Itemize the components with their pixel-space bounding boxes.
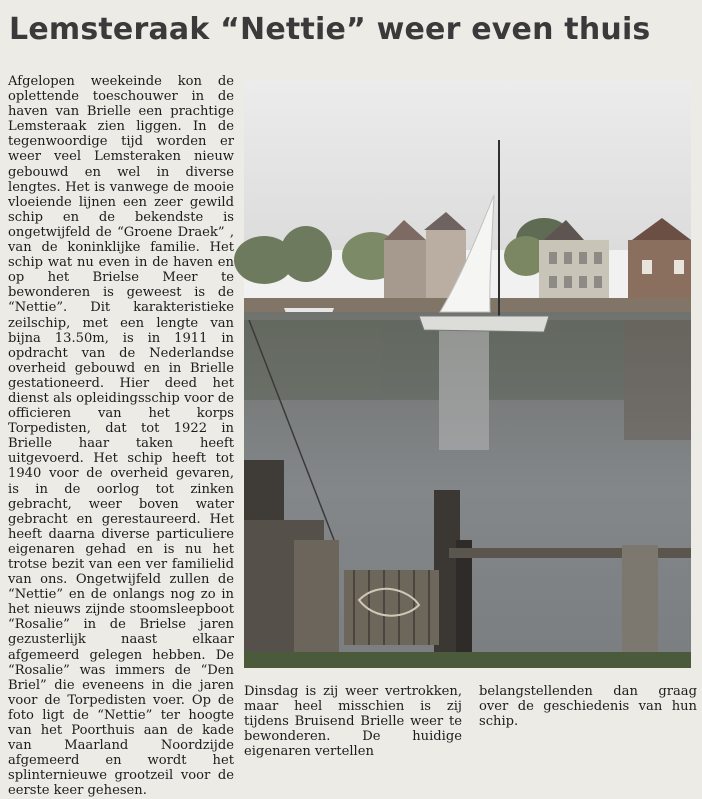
article-headline: Lemsteraak “Nettie” weer even thuis: [9, 12, 651, 47]
article-body-left-column: Afgelopen weekeinde kon de oplettende toeschouwer in de haven van Brielle een prachtige Lemsteraak zien liggen. In de tegenwoordige tijd worden er weer veel Lemsteraken nieuw gebouwd en wel in diverse lengtes. Het is vanwege de mooie vloeiende lijnen een zeer gewild schip en de bekendste is ongetwijfeld de “Groene Draek” , van de koninklijke familie. Het schip wat nu even in de haven en op het Brielse Meer te bewonderen is geweest is de “Nettie”. Dit karakteristieke zeilschip, met een lengte van bijna 13.50m, is in 1911 in opdracht van de Nederlandse overheid gebouwd en in Brielle gestationeerd. Hier deed het dienst als opleidingsschip voor de officieren van het korps Torpedisten, dat tot 1922 in Brielle haar taken heeft uitgevoerd. Het schip heeft tot 1940 voor de overheid gevaren, is in de oorlog tot zinken gebracht, weer boven water gebracht en gerestaureerd. Het heeft daarna diverse particuliere eigenaren gehad en is nu het trotse bezit van een ver familielid van ons. Ongetwijfeld zullen de “Nettie” en de onlangs nog zo in het nieuws zijnde stoomsleepboot “Rosalie” in de Brielse jaren gezusterlijk naast elkaar afgemeerd gelegen hebben. De “Rosalie” was immers de “Den Briel” die eveneens in die jaren voor de Torpedisten voer. Op de foto ligt de “Nettie” ter hoogte van het Poorthuis aan de kade van Maarland Noordzijde afgemeerd en wordt het splinternieuwe grootzeil voor de eerste keer gehesen.: [8, 74, 234, 799]
article-body-middle-column: Dinsdag is zij weer vertrokken, maar heel misschien is zij tijdens Bruisend Brielle weer te bewonderen. De huidige eigenaren vertellen: [244, 684, 462, 760]
harbor-photo: [244, 80, 691, 668]
sky: [244, 80, 691, 250]
article-body-right-column: belangstellenden dan graag over de geschiedenis van hun schip.: [479, 684, 697, 730]
